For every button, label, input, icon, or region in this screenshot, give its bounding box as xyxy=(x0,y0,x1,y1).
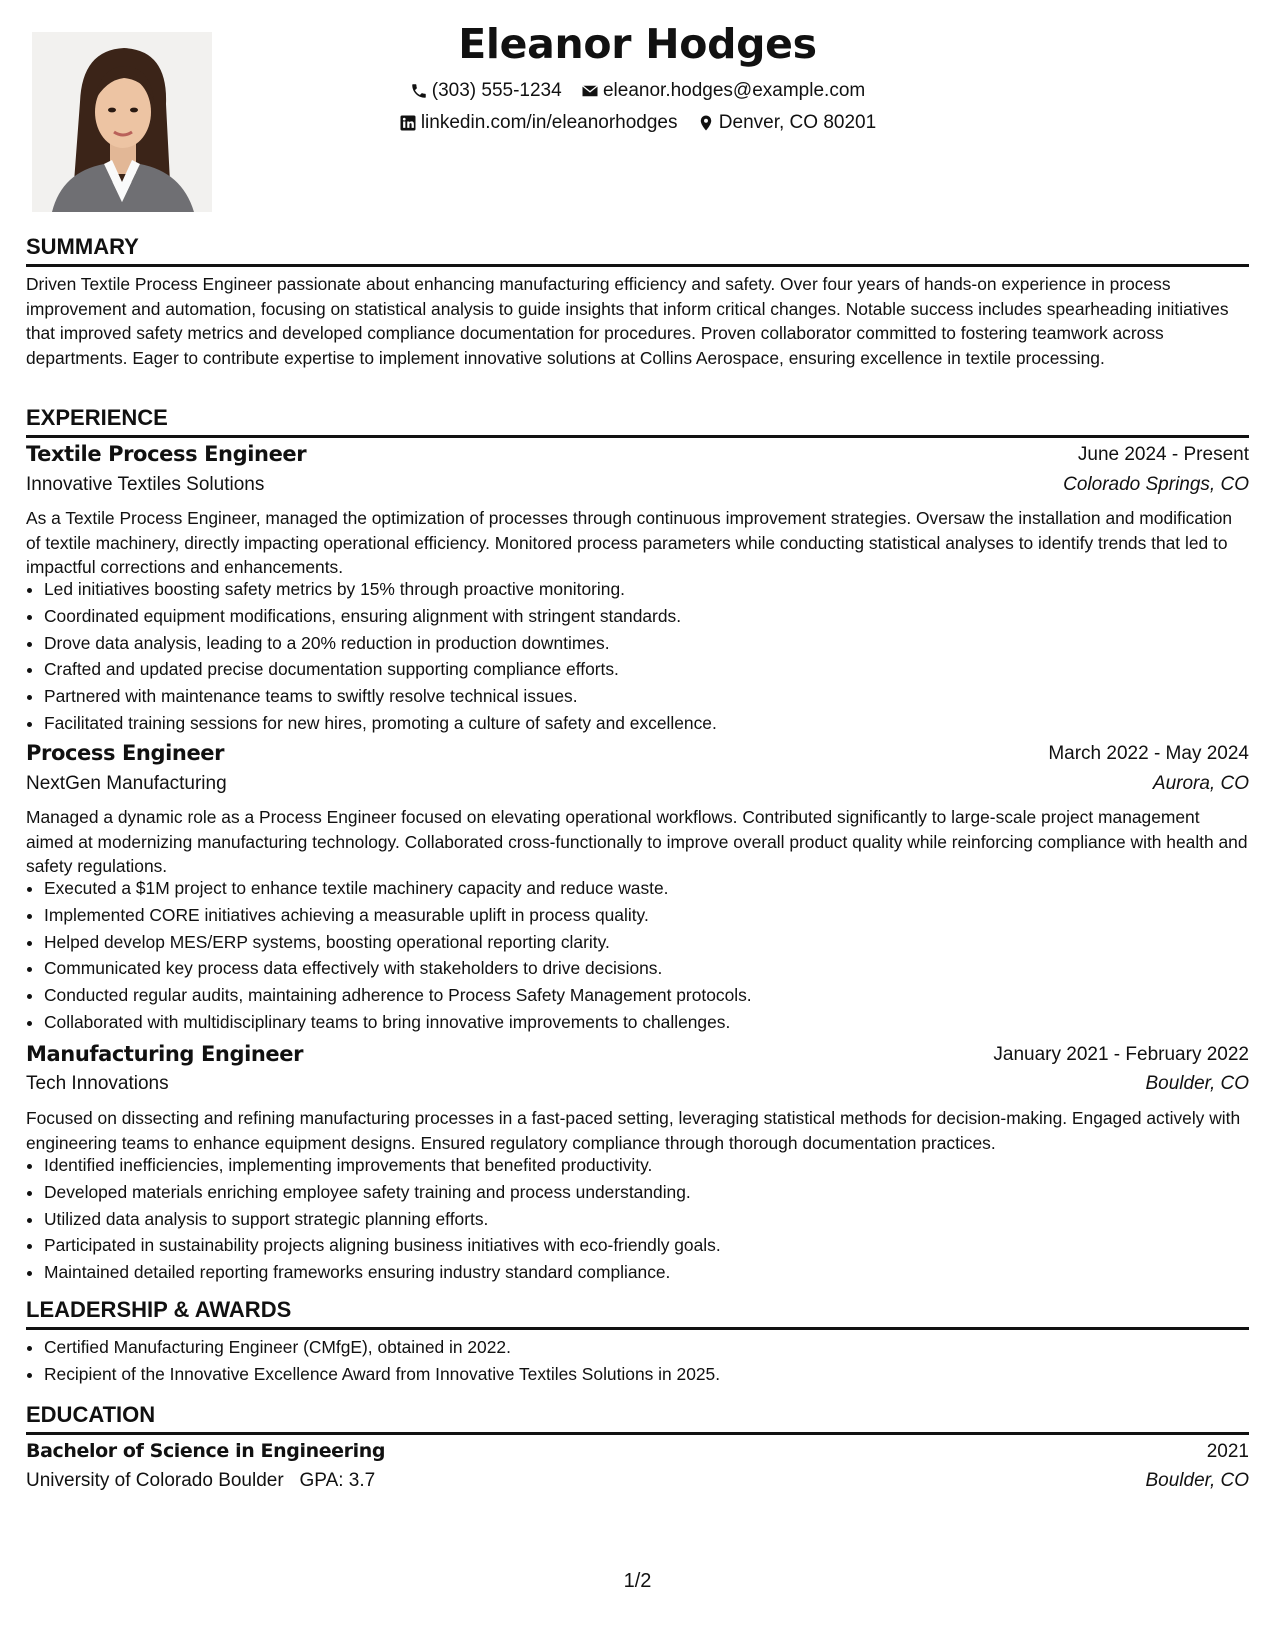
linkedin-icon xyxy=(399,114,417,132)
job-title: Process Engineer xyxy=(26,741,225,765)
phone-icon xyxy=(410,82,428,100)
job-description: As a Textile Process Engineer, managed the optimization of processes through continuous improvement strategies. Oversaw the installation and modification of textile machinery, directly impacting operational efficiency. Monitored process parameters while conducting statistical analyses to identify trends that led to impactful corrections and enhancements. xyxy=(26,508,1233,577)
gpa: GPA: 3.7 xyxy=(299,1470,376,1491)
list-item: • Led initiatives boosting safety metrics by 15% through proactive monitoring. xyxy=(44,576,1269,603)
job-title: Textile Process Engineer xyxy=(26,442,307,466)
list-item: • Collaborated with multidisciplinary teams to bring innovative improvements to challenges. xyxy=(44,1009,1269,1036)
job-location: Colorado Springs, CO xyxy=(1063,474,1249,495)
list-item: • Recipient of the Innovative Excellence Award from Innovative Textiles Solutions in 2025. xyxy=(44,1361,1269,1388)
leadership-bullets xyxy=(26,1334,1269,1388)
list-item: • Certified Manufacturing Engineer (CMfgE), obtained in 2022. xyxy=(44,1334,1269,1361)
job-location: Aurora, CO xyxy=(1152,773,1249,794)
job-bullets xyxy=(26,1152,1269,1286)
job-description: Managed a dynamic role as a Process Engineer focused on elevating operational workflows. Contributed significantly to large-scale project management aimed at modernizing manufacturing technology. Collaborated cross-functionally to improve overall product quality while reinforcing compliance with health and safety regulations. xyxy=(26,807,1248,876)
job-bullets xyxy=(26,576,1269,737)
job-dates: June 2024 - Present xyxy=(1077,444,1249,465)
list-item: • Identified inefficiencies, implementing improvements that benefited productivity. xyxy=(44,1152,1269,1179)
job-company: Innovative Textiles Solutions xyxy=(26,474,265,495)
list-item: • Partnered with maintenance teams to swiftly resolve technical issues. xyxy=(44,683,1269,710)
envelope-icon xyxy=(581,82,599,100)
job-description: Focused on dissecting and refining manufacturing processes in a fast-paced setting, leveraging statistical methods for decision-making. Engaged actively with engineering teams to enhance equipment designs. Ensured regulatory compliance through thorough documentation practices. xyxy=(26,1108,1241,1153)
list-item: • Conducted regular audits, maintaining adherence to Process Safety Management protocols. xyxy=(44,982,1269,1009)
location-contact xyxy=(697,112,876,134)
job-dates: March 2022 - May 2024 xyxy=(1048,743,1249,764)
list-item: • Developed materials enriching employee safety training and process understanding. xyxy=(44,1179,1269,1206)
school-line xyxy=(26,1470,375,1492)
education-heading: EDUCATION xyxy=(26,1402,1249,1435)
graduation-year: 2021 xyxy=(1206,1441,1249,1462)
page-number: 1/2 xyxy=(623,1570,652,1592)
job-location: Boulder, CO xyxy=(1145,1073,1249,1094)
phone-contact[interactable] xyxy=(410,80,562,102)
list-item: • Drove data analysis, leading to a 20% reduction in production downtimes. xyxy=(44,630,1269,657)
list-item: • Implemented CORE initiatives achieving a measurable uplift in process quality. xyxy=(44,902,1269,929)
list-item: • Executed a $1M project to enhance textile machinery capacity and reduce waste. xyxy=(44,875,1269,902)
experience-heading: EXPERIENCE xyxy=(26,405,1249,438)
email-text: eleanor.hodges@example.com xyxy=(602,80,866,101)
list-item: • Maintained detailed reporting frameworks ensuring industry standard compliance. xyxy=(44,1259,1269,1286)
list-item: • Crafted and updated precise documentation supporting compliance efforts. xyxy=(44,656,1269,683)
degree-title: Bachelor of Science in Engineering xyxy=(26,1440,386,1462)
linkedin-text: linkedin.com/in/eleanorhodges xyxy=(420,112,678,133)
location-text: Denver, CO 80201 xyxy=(718,112,877,133)
contact-row-secondary xyxy=(0,112,1275,138)
list-item: • Utilized data analysis to support strategic planning efforts. xyxy=(44,1206,1269,1233)
job-dates: January 2021 - February 2022 xyxy=(993,1044,1249,1065)
job-company: NextGen Manufacturing xyxy=(26,773,227,794)
school-location: Boulder, CO xyxy=(1145,1470,1249,1491)
list-item: • Facilitated training sessions for new hires, promoting a culture of safety and excellence. xyxy=(44,710,1269,737)
list-item: • Participated in sustainability projects aligning business initiatives with eco-friendly goals. xyxy=(44,1232,1269,1259)
contact-row-primary xyxy=(0,80,1275,106)
phone-text: (303) 555-1234 xyxy=(431,80,562,101)
job-title: Manufacturing Engineer xyxy=(26,1042,304,1066)
job-bullets xyxy=(26,875,1269,1036)
job-company: Tech Innovations xyxy=(26,1073,169,1094)
map-pin-icon xyxy=(697,114,715,132)
list-item: • Helped develop MES/ERP systems, boosting operational reporting clarity. xyxy=(44,929,1269,956)
leadership-heading: LEADERSHIP & AWARDS xyxy=(26,1297,1249,1330)
summary-text: Driven Textile Process Engineer passionate about enhancing manufacturing efficiency and safety. Over four years of hands-on experience in process improvement and automation, focusing on statistical analysis to guide insights that inform critical changes. Notable success includes spearheading initiatives that improved safety metrics and developed compliance documentation for procedures. Proven collaborator committed to fostering teamwork across departments. Eager to contribute expertise to implement innovative solutions at Collins Aerospace, ensuring excellence in textile processing. xyxy=(26,274,1229,368)
email-contact[interactable] xyxy=(581,80,865,102)
list-item: • Communicated key process data effectively with stakeholders to drive decisions. xyxy=(44,955,1269,982)
school-name: University of Colorado Boulder xyxy=(26,1470,284,1491)
list-item: • Coordinated equipment modifications, ensuring alignment with stringent standards. xyxy=(44,603,1269,630)
summary-heading: SUMMARY xyxy=(26,234,1249,267)
linkedin-contact[interactable] xyxy=(399,112,678,134)
candidate-name: Eleanor Hodges xyxy=(458,20,817,68)
